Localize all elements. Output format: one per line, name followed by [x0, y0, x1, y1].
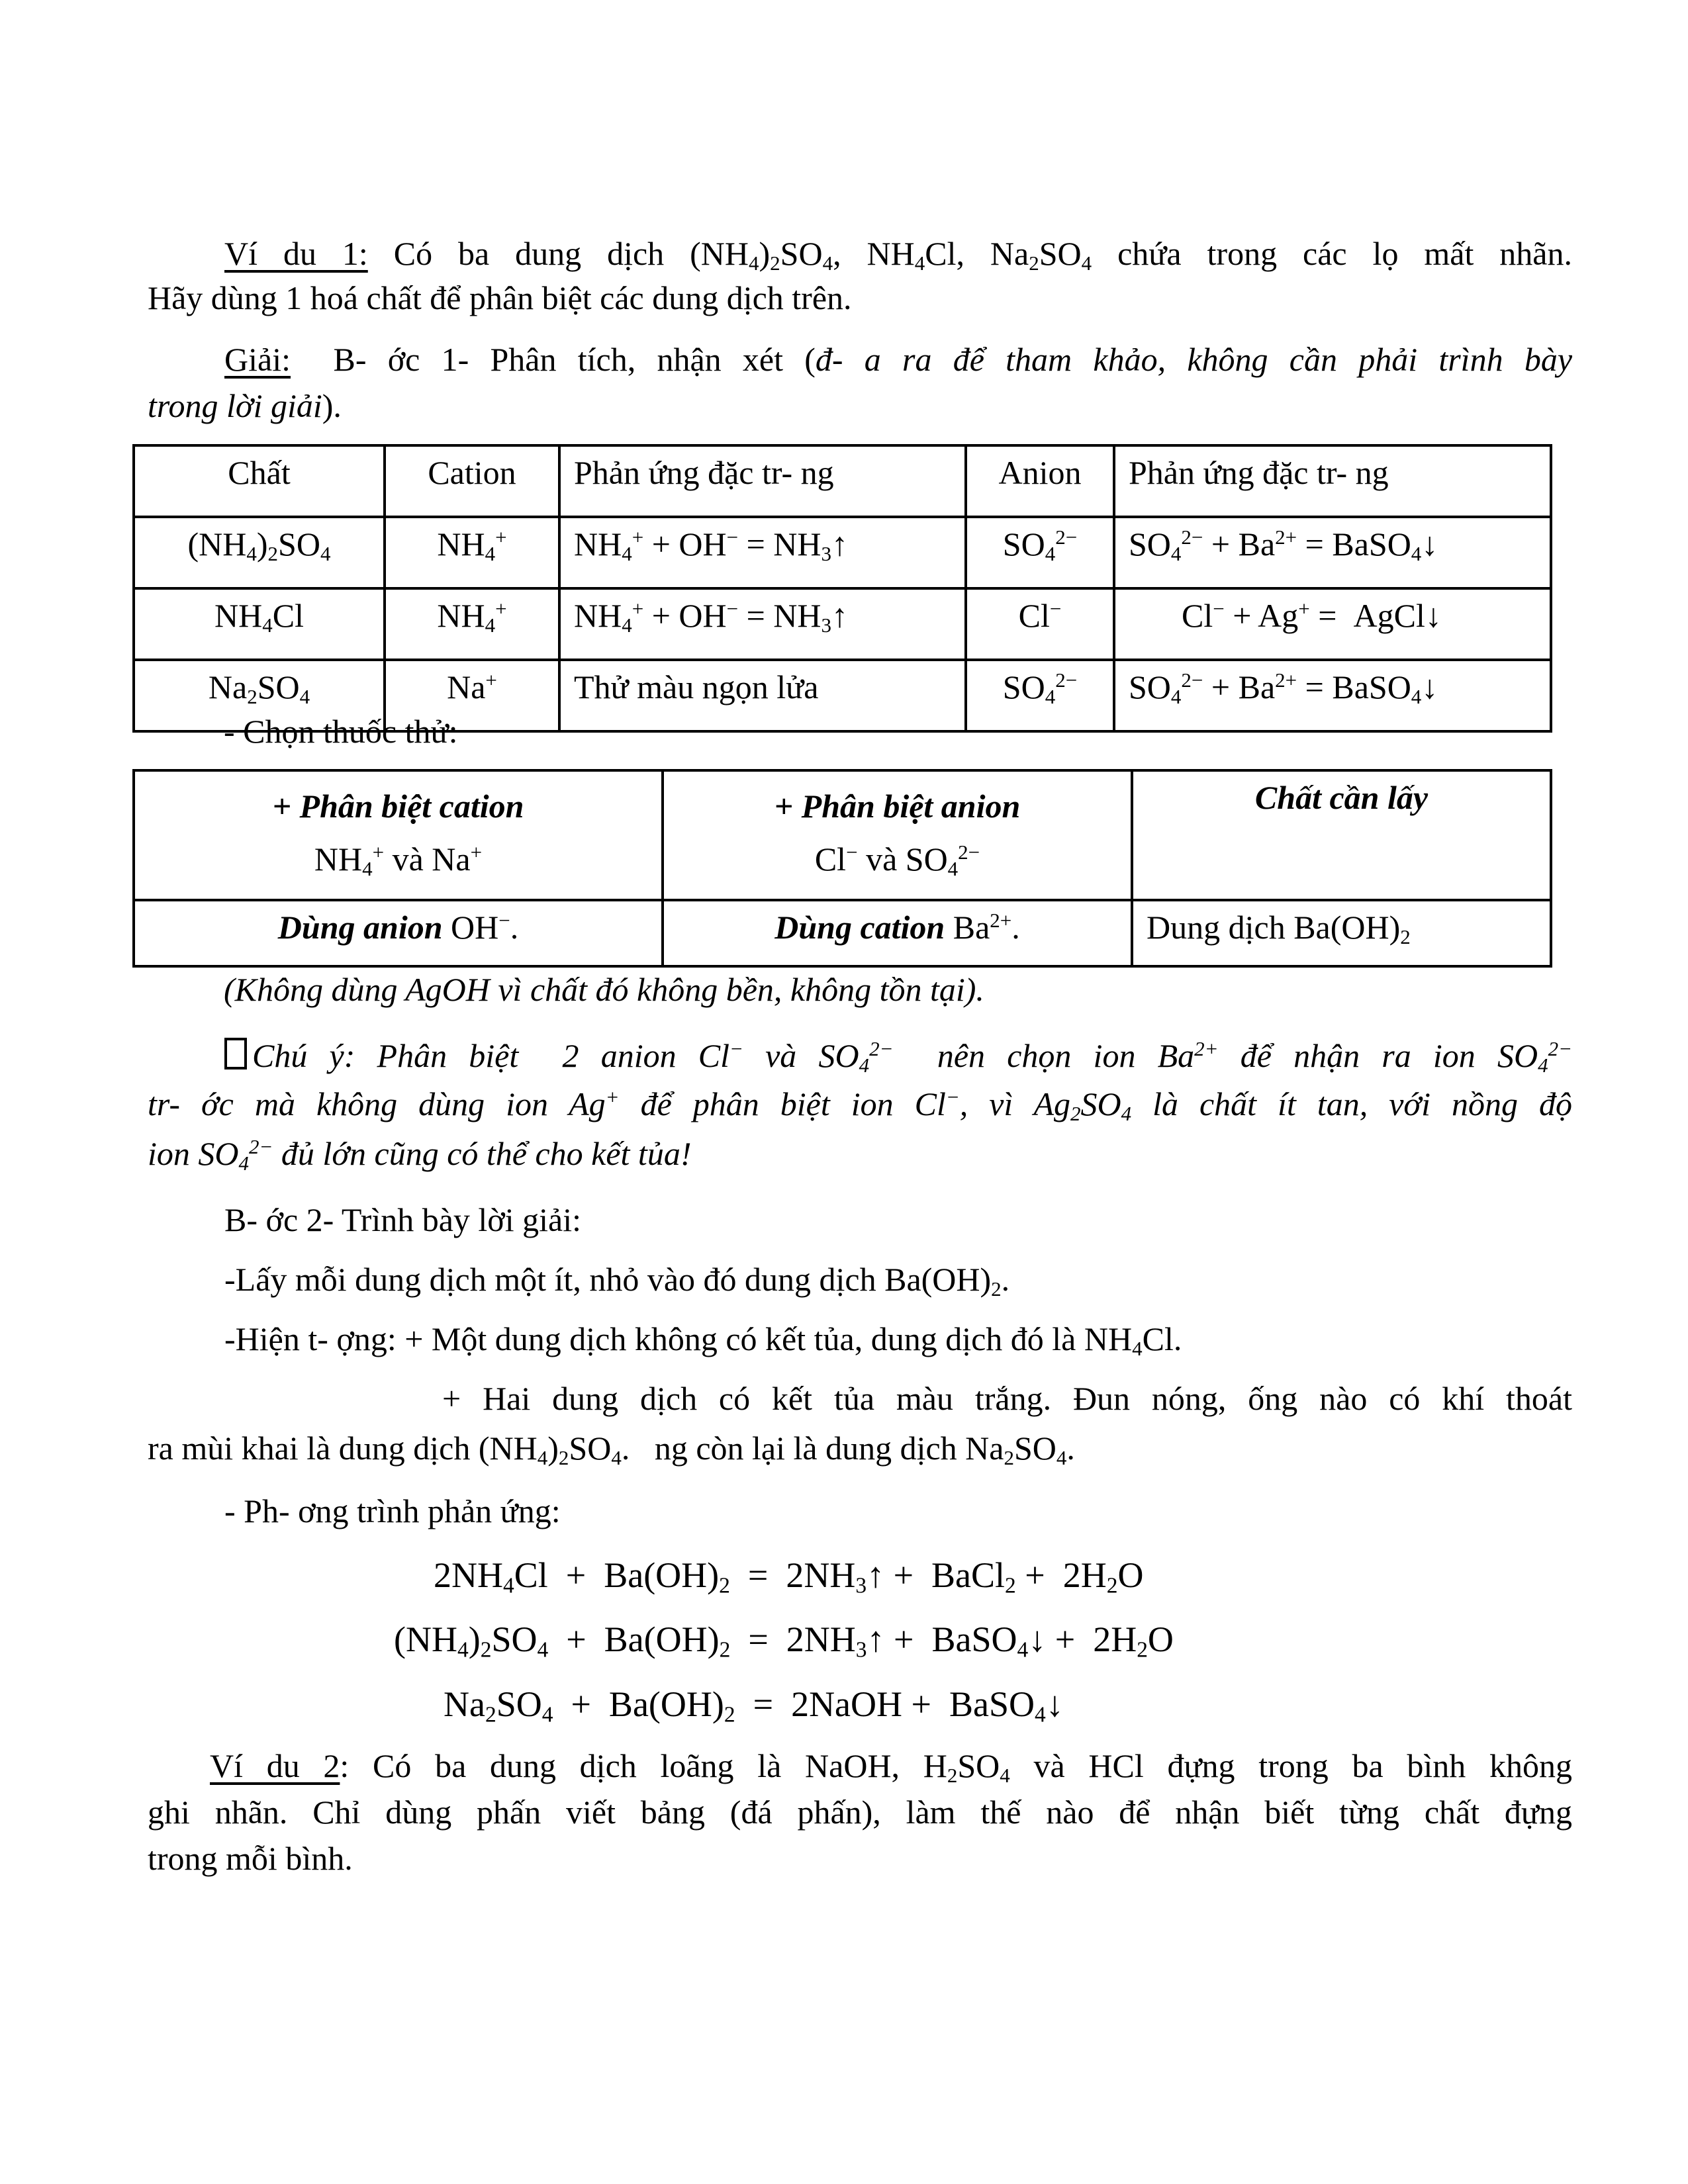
solution-label: Giải: [224, 341, 291, 378]
caution-line3: ion $SO_4^{2-}$ đủ lớn cũng có thể cho kết tủa! [148, 1134, 692, 1175]
example1-line1: Ví du 1: Có ba dung dịch $(NH_4)_2SO_4$, $NH_4Cl$, $Na_2SO_4$ chứa trong các lọ mất nhãn. [224, 235, 1572, 275]
cation-distinguish-heading: + Phân biệt cation [272, 788, 524, 825]
equation-2: $(NH_4)_2SO_4 + Ba(OH)_2$ = $2NH_3↑$ + BaSO$_4$↓ + $2H_2O$ [394, 1619, 1174, 1662]
cell-anion: $SO_4^{2-}$ [966, 660, 1114, 731]
header-cation: Cation [385, 445, 559, 517]
table-row [134, 517, 1551, 588]
agoh-note: (Không dùng AgOH vì chất đó không bền, không tồn tại). [224, 971, 984, 1008]
use-anion-cell: Dùng anion OH−. [134, 900, 663, 966]
step2-take: -Lấy mỗi dung dịch một ít, nhỏ vào đó dung dịch $Ba(OH)_2$. [224, 1261, 1010, 1300]
example2-line3: trong mỗi bình. [148, 1840, 353, 1877]
reagent-cell: Dung dịch $Ba(OH)_2$ [1132, 900, 1551, 966]
reagent-header-row [134, 770, 1551, 900]
caution-line2: tr- ớc mà không dùng ion Ag+ để phân biệt ion Cl−, vì $Ag_2SO_4$ là chất ít tan, với nồng độ [148, 1085, 1572, 1125]
cell-anion-reaction: $SO_4^{2-} + Ba^{2+}$ = BaSO$_4$↓ [1114, 517, 1551, 588]
cell-cation: $NH_4^+$ [385, 588, 559, 660]
example2-line1: Ví du 2: Có ba dung dịch loãng là NaOH, $H_2SO_4$ và HCl đựng trong ba bình không [210, 1747, 1572, 1787]
anion-pair: Cl− và $SO_4^{2-}$ [814, 840, 980, 880]
header-substance: Chất [134, 445, 385, 517]
cell-substance: $Na_2SO_4$ [134, 660, 385, 731]
table-header-row [134, 445, 1551, 517]
cell-anion: Cl− [966, 588, 1114, 660]
use-cation-cell: Dùng cation $Ba^{2+}$. [663, 900, 1132, 966]
cell-anion: $SO_4^{2-}$ [966, 517, 1114, 588]
choose-reagent-label: - Chọn thuốc thử: [224, 713, 458, 750]
step2-title: B- ớc 2- Trình bày lời giải: [224, 1201, 581, 1238]
cation-distinguish-cell [134, 770, 663, 900]
anion-distinguish-heading: + Phân biệt anion [774, 788, 1021, 825]
step2-phenomenon1: -Hiện t- ợng: + Một dung dịch không có kết tủa, dung dịch đó là $NH_4Cl$. [224, 1320, 1182, 1360]
example1-line2: Hãy dùng 1 hoá chất để phân biệt các dung dịch trên. [148, 279, 852, 316]
cell-anion-reaction: Cl− + Ag+ = AgCl↓ [1114, 588, 1551, 660]
cell-cation-reaction: $NH_4^+ + OH^-$ = $NH_3↑$ [559, 588, 966, 660]
reagent-row [134, 900, 1551, 966]
solution-step1-line2: trong lời giải). [148, 387, 342, 424]
cation-pair: $NH_4^+$ và Na+ [314, 840, 483, 880]
table-row [134, 588, 1551, 660]
equation-3: $Na_2SO_4 + Ba(OH)_2$ = 2NaOH + BaSO$_4$↓ [444, 1684, 1064, 1727]
step2-phenomenon2: + Hai dung dịch có kết tủa màu trắng. Đun nóng, ống nào có khí thoát [442, 1380, 1572, 1417]
cell-anion-reaction: $SO_4^{2-} + Ba^{2+}$ = BaSO$_4$↓ [1114, 660, 1551, 731]
example1-label: Ví du 1: [224, 235, 368, 272]
caution-line1: Chú ý: Phân biệt 2 anion Cl− và $SO_4^{2-}$ nên chọn ion $Ba^{2+}$ để nhận ra ion $SO_4^{2-}$ [148, 1038, 1572, 1072]
anion-distinguish-cell [663, 770, 1132, 900]
cell-cation: $NH_4^+$ [385, 517, 559, 588]
equation-1: $2NH_4Cl + Ba(OH)_2$ = $2NH_3↑$ + BaCl$_2$ + $2H_2O$ [434, 1555, 1144, 1598]
equations-label: - Ph- ơng trình phản ứng: [224, 1492, 561, 1529]
cell-cation-reaction: Thử màu ngọn lửa [559, 660, 966, 731]
reagent-needed-heading: Chất cần lấy [1254, 779, 1429, 816]
checkbox-square-icon [224, 1038, 247, 1069]
cell-substance: $NH_4Cl$ [134, 588, 385, 660]
solution-step1: Giải: B- ớc 1- Phân tích, nhận xét (đ- a ra để tham khảo, không cần phải trình bày [224, 341, 1573, 378]
cell-cation: Na+ [385, 660, 559, 731]
step2-phenomenon2-cont: ra mùi khai là dung dịch $(NH_4)_2SO_4$. ng còn lại là dung dịch $Na_2SO_4$. [148, 1430, 1075, 1469]
example2-line2: ghi nhãn. Chỉ dùng phấn viết bảng (đá phấn), làm thế nào để nhận biết từng chất đựng [148, 1794, 1572, 1831]
cell-substance: $(NH_4)_2SO_4$ [134, 517, 385, 588]
header-anion-reaction: Phản ứng đặc tr- ng [1114, 445, 1551, 517]
example2-label: Ví du 2 [210, 1747, 340, 1784]
header-anion: Anion [966, 445, 1114, 517]
reagent-table [132, 769, 1552, 968]
ion-analysis-table [132, 444, 1552, 733]
cell-cation-reaction: $NH_4^+ + OH^-$ = $NH_3↑$ [559, 517, 966, 588]
header-cation-reaction: Phản ứng đặc tr- ng [559, 445, 966, 517]
reagent-needed-cell [1132, 770, 1551, 900]
